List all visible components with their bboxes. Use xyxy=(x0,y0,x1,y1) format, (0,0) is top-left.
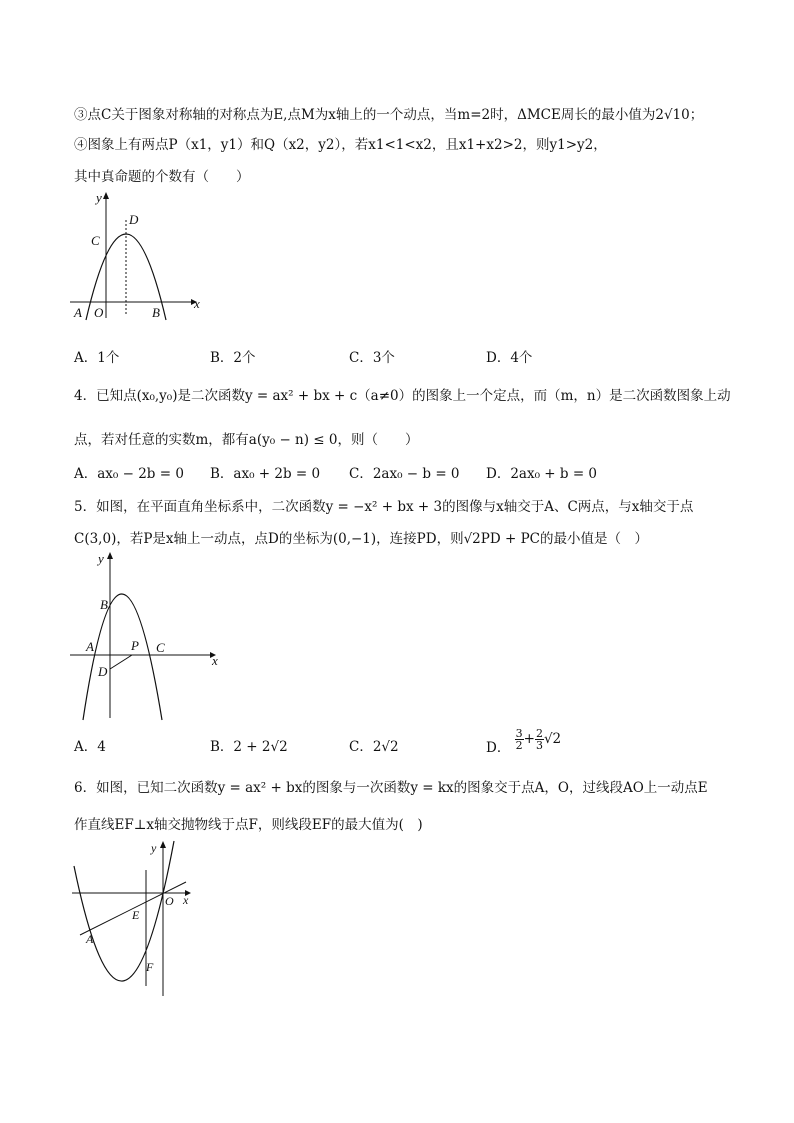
q6-label-a: A xyxy=(86,932,94,946)
q3-option-b: B．2个 xyxy=(210,350,256,366)
q5-label-b: B xyxy=(100,597,108,612)
q6-label-e: E xyxy=(132,908,140,922)
q5-frac2-numerator: 2 xyxy=(535,727,543,740)
q5-parabola-figure xyxy=(66,548,226,723)
q5-label-c: C xyxy=(156,640,165,655)
q3-label-d: D xyxy=(129,212,139,227)
q5-frac1-numerator: 3 xyxy=(515,727,523,740)
q5-option-d xyxy=(486,727,562,756)
q5-label-x: x xyxy=(212,653,218,668)
q5-frac1-denominator: 2 xyxy=(515,739,523,752)
q6-line-2: 作直线EF⊥x轴交抛物线于点F，则线段EF的最大值为( ) xyxy=(74,817,423,833)
q3-option-c: C．3个 xyxy=(349,350,395,366)
q5-option-d-fraction-1 xyxy=(515,728,524,751)
q5-label-a: A xyxy=(86,639,94,654)
q4-line-1: 4．已知点(x₀,y₀)是二次函数y = ax² + bx + c（a≠0）的图象上一个定点，而（m，n）是二次函数图象上动 xyxy=(74,388,731,404)
q5-option-c: C．2√2 xyxy=(349,739,399,755)
q5-line-1: 5．如图，在平面直角坐标系中，二次函数y = −x² + bx + 3的图像与x轴交于A、C两点，与x轴交于点 xyxy=(74,499,694,515)
q6-parabola-figure xyxy=(66,838,206,1003)
q4-option-a: A．ax₀ − 2b = 0 xyxy=(74,466,184,482)
q5-label-y: y xyxy=(98,551,104,566)
q3-question: 其中真命题的个数有（ ） xyxy=(74,169,250,185)
q5-option-d-plus: + xyxy=(523,731,535,747)
q6-label-x: x xyxy=(183,893,189,907)
q6-label-f: F xyxy=(146,960,154,974)
q3-statement-4: ④图象上有两点P（x1，y1）和Q（x2，y2），若x1<1<x2，且x1+x2>2，则y1>y2， xyxy=(74,137,607,153)
q4-line-2: 点，若对任意的实数m，都有a(y₀ − n) ≤ 0，则（ ） xyxy=(74,432,419,448)
q3-label-x: x xyxy=(194,296,200,311)
q4-option-d: D．2ax₀ + b = 0 xyxy=(486,466,598,482)
q3-label-b: B xyxy=(152,305,160,320)
q4-option-c: C．2ax₀ − b = 0 xyxy=(349,466,460,482)
q6-label-o: O xyxy=(165,894,174,908)
q5-line-2: C(3,0)，若P是x轴上一动点，点D的坐标为(0,−1)，连接PD，则√2PD + PC的最小值是（ ） xyxy=(74,531,648,547)
q3-option-a: A．1个 xyxy=(74,350,120,366)
q3-option-d: D．4个 xyxy=(486,350,533,366)
q5-option-a: A．4 xyxy=(74,739,106,755)
q3-label-o: O xyxy=(94,305,104,320)
q5-frac2-denominator: 3 xyxy=(535,739,543,752)
q3-parabola-figure xyxy=(66,188,206,323)
q5-option-b: B．2 + 2√2 xyxy=(210,739,288,755)
q5-option-d-fraction-2 xyxy=(535,728,544,751)
q5-option-d-root: √2 xyxy=(543,731,562,747)
q5-label-d: D xyxy=(98,664,108,679)
q6-label-y: y xyxy=(151,841,157,855)
q3-label-c: C xyxy=(91,233,100,248)
q3-label-a: A xyxy=(74,305,82,320)
q3-statement-3: ③点C关于图象对称轴的对称点为E,点M为x轴上的一个动点，当m=2时，ΔMCE周长的最小值为2√10； xyxy=(74,107,704,123)
q5-label-p: P xyxy=(131,638,139,653)
q5-option-d-letter: D． xyxy=(486,740,511,756)
q3-label-y: y xyxy=(96,190,102,205)
q4-option-b: B．ax₀ + 2b = 0 xyxy=(210,466,321,482)
q6-line-1: 6．如图，已知二次函数y = ax² + bx的图象与一次函数y = kx的图象交于点A，O，过线段AO上一动点E xyxy=(74,780,708,796)
